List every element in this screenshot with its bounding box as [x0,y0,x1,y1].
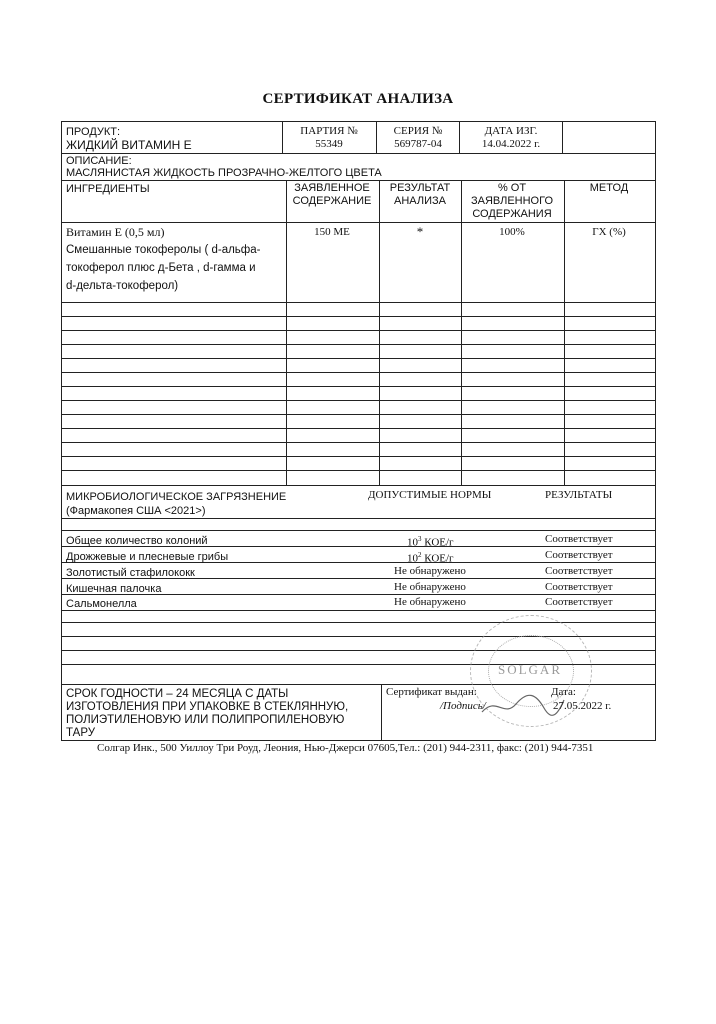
micro-heading: МИКРОБИОЛОГИЧЕСКОЕ ЗАГРЯЗНЕНИЕ [66,491,287,503]
micro-results-header: РЕЗУЛЬТАТЫ [545,489,613,501]
col-divider [562,121,563,153]
issue-date-value: 27.05.2022 г. [553,700,612,712]
col-declared-1: ЗАЯВЛЕННОЕ [294,182,370,194]
date-value-text: 14.04.2022 г. [481,138,541,150]
col-divider [459,121,460,153]
micro-row-name: Дрожжевые и плесневые грибы [66,551,229,563]
micro-row-name: Золотистый стафилококк [66,567,195,579]
product-label: ПРОДУКТ: [66,126,121,138]
row-divider [61,518,656,519]
ingredient-desc-3: d-дельта-токоферол) [66,280,179,292]
row-divider [61,316,656,317]
col-divider [376,121,377,153]
ingredient-desc-1: Смешанные токоферолы ( d-альфа- [66,244,261,256]
row-divider [61,358,656,359]
col-divider [461,180,462,485]
row-divider [61,470,656,471]
ingredient-declared-text: 150 МЕ [314,226,350,238]
col-divider [379,180,380,485]
micro-row-result: Соответствует [545,533,613,545]
col-divider [282,121,283,153]
ingredient-percent-text: 100% [499,226,525,238]
company-footer: Солгар Инк., 500 Уиллоу Три Роуд, Леония, Нью-Джерси 07605,Тел.: (201) 944-2311, факс: (201) 944-7351 [97,742,594,754]
signature-label: /Подпись/ [440,700,486,712]
batch-value-text: 55349 [315,138,343,150]
col-divider [381,684,382,741]
shelf-life-3: ПОЛИЭТИЛЕНОВУЮ ИЛИ ПОЛИПРОПИЛЕНОВУЮ [66,714,345,726]
ingredient-result-text: * [416,224,424,239]
ingredient-name: Витамин Е (0,5 мл) [66,225,165,239]
micro-norm-base: 10 [407,552,418,565]
col-percent-3: СОДЕРЖАНИЯ [472,208,552,220]
row-divider [61,485,656,486]
row-divider [61,386,656,387]
row-divider [61,428,656,429]
micro-norm-exp: 2 [418,551,422,559]
col-method-text: МЕТОД [589,182,629,194]
micro-row-norm [407,549,454,565]
company-stamp-text: SOLGAR [497,662,562,677]
issued-label: Сертификат выдан: [386,686,477,698]
row-divider [61,400,656,401]
col-declared-2: СОДЕРЖАНИЕ [292,195,372,207]
col-result-2: АНАЛИЗА [394,195,446,207]
description-value: МАСЛЯНИСТАЯ ЖИДКОСТЬ ПРОЗРАЧНО-ЖЕЛТОГО ЦВЕТА [66,167,382,179]
row-divider [61,456,656,457]
issue-date-label: Дата: [551,686,576,698]
micro-pharmacopeia: (Фармакопея США <2021>) [66,505,206,517]
row-divider [61,153,656,154]
ingredient-desc-2: токоферол плюс д-Бета , d-гамма и [66,262,256,274]
shelf-life-2: ИЗГОТОВЛЕНИЯ ПРИ УПАКОВКЕ В СТЕКЛЯННУЮ, [66,701,349,713]
date-label-text: ДАТА ИЗГ. [484,125,538,137]
micro-row-name: Кишечная палочка [66,583,162,595]
document-title: СЕРТИФИКАТ АНАЛИЗА [262,91,454,107]
micro-norm-exp: 3 [418,535,422,543]
col-result-1: РЕЗУЛЬТАТ [389,182,451,194]
row-divider [61,442,656,443]
micro-row-norm: Не обнаружено [394,565,466,577]
micro-row-norm [407,533,454,549]
row-divider [61,344,656,345]
micro-row-result: Соответствует [545,596,613,608]
shelf-life-1: СРОК ГОДНОСТИ – 24 МЕСЯЦА С ДАТЫ [66,688,289,700]
micro-row-norm: Не обнаружено [394,581,466,593]
col-percent-1: % ОТ [497,182,527,194]
micro-row-name: Сальмонелла [66,598,137,610]
series-value-text: 569787-04 [394,138,442,150]
micro-norms-header: ДОПУСТИМЫЕ НОРМЫ [368,489,492,501]
row-divider [61,330,656,331]
micro-norm-unit: КОЕ/г [421,536,454,549]
row-divider [61,180,656,181]
col-ingredients: ИНГРЕДИЕНТЫ [66,183,150,195]
micro-row-result: Соответствует [545,581,613,593]
row-divider [61,372,656,373]
row-divider [61,530,656,531]
col-divider [286,180,287,485]
micro-row-result: Соответствует [545,565,613,577]
row-divider [61,414,656,415]
col-percent-2: ЗАЯВЛЕННОГО [470,195,554,207]
col-divider [564,180,565,485]
micro-norm-base: 10 [407,536,418,549]
micro-row-norm: Не обнаружено [394,596,466,608]
row-divider [61,302,656,303]
row-divider [61,222,656,223]
micro-row-name: Общее количество колоний [66,535,208,547]
description-label: ОПИСАНИЕ: [66,155,132,167]
series-label-text: СЕРИЯ № [393,125,443,137]
micro-norm-unit: КОЕ/г [421,552,454,565]
product-value: ЖИДКИЙ ВИТАМИН Е [66,138,192,152]
batch-label-text: ПАРТИЯ № [300,125,358,137]
ingredient-method-text: ГХ (%) [592,226,626,238]
micro-row-result: Соответствует [545,549,613,561]
row-divider [61,610,656,611]
shelf-life-4: ТАРУ [66,727,96,739]
row-divider [61,622,656,623]
